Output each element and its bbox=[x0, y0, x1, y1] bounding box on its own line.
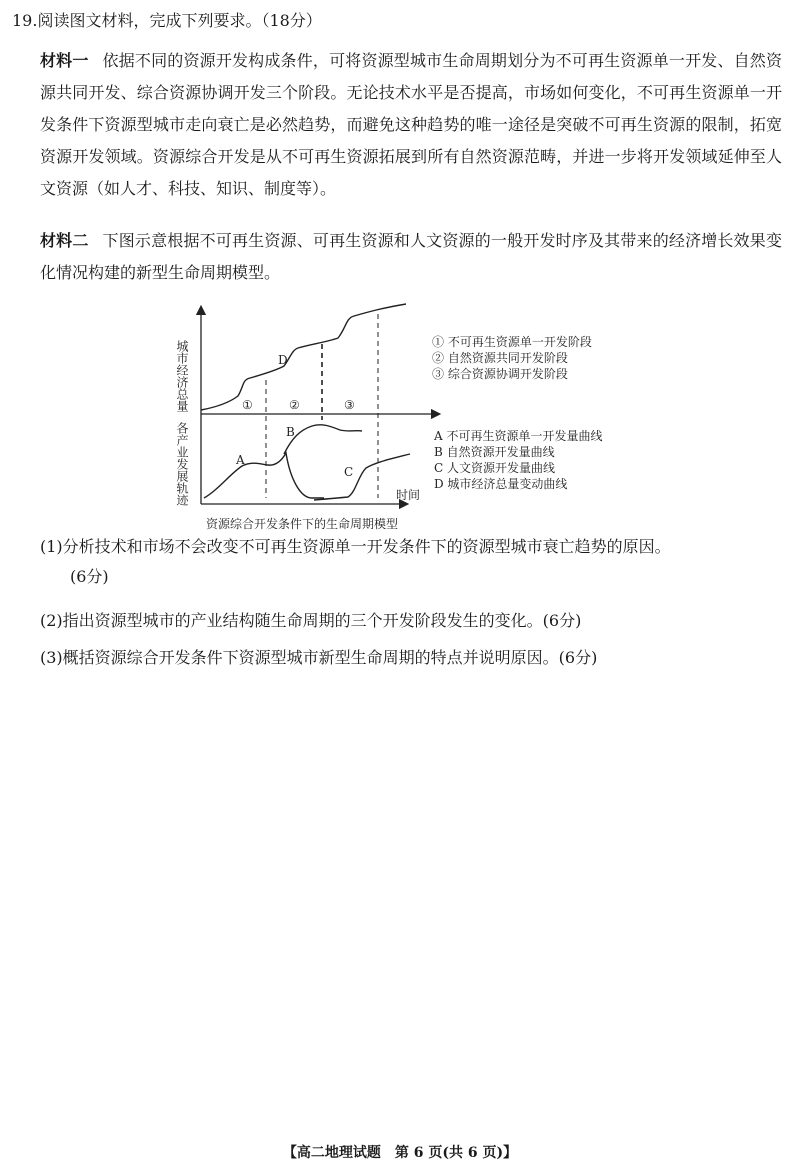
legend-curve-b: B 自然资源开发量曲线 bbox=[434, 445, 555, 459]
question-2: (2)指出资源型城市的产业结构随生命周期的三个开发阶段发生的变化。(6分) bbox=[40, 611, 582, 630]
legend-curve-a: A 不可再生资源单一开发量曲线 bbox=[434, 429, 603, 443]
figure-caption: 资源综合开发条件下的生命周期模型 bbox=[206, 517, 399, 531]
material-two bbox=[40, 225, 782, 289]
question-1 bbox=[40, 532, 792, 592]
question-1-text: (1)分析技术和市场不会改变不可再生资源单一开发条件下的资源型城市衰亡趋势的原因。 bbox=[40, 537, 671, 556]
stage-label-2: ② bbox=[289, 398, 300, 412]
x-axis-label: 时间 bbox=[396, 488, 421, 502]
curve-a bbox=[204, 453, 324, 498]
curve-label-d: D bbox=[278, 353, 288, 367]
y-axis-label-bottom bbox=[175, 422, 189, 506]
material-two-label: 材料二 bbox=[40, 231, 89, 250]
curve-label-c: C bbox=[344, 465, 354, 479]
material-one-label: 材料一 bbox=[40, 51, 89, 70]
question-3: (3)概括资源综合开发条件下资源型城市新型生命周期的特点并说明原因。(6分) bbox=[40, 648, 598, 667]
curve-label-b: B bbox=[286, 425, 295, 439]
page-footer: 【高二地理试题 第 6 页(共 6 页)】 bbox=[282, 1145, 518, 1161]
legend-curve-c: C 人文资源开发量曲线 bbox=[434, 461, 555, 475]
question-1-score: (6分) bbox=[70, 567, 109, 586]
legend-stage-2: ② 自然资源共同开发阶段 bbox=[432, 351, 568, 365]
legend-stage-1: ① 不可再生资源单一开发阶段 bbox=[432, 335, 592, 349]
legend-curve-d: D 城市经济总量变动曲线 bbox=[434, 477, 568, 491]
question-title: 19.阅读图文材料，完成下列要求。（18分） bbox=[12, 11, 322, 30]
material-two-text: 下图示意根据不可再生资源、可再生资源和人文资源的一般开发时序及其带来的经济增长效果变化情况构建的新型生命周期模型。 bbox=[40, 231, 782, 282]
material-one bbox=[40, 45, 782, 205]
y-axis-label-top bbox=[175, 340, 189, 412]
legend-stage-3: ③ 综合资源协调开发阶段 bbox=[432, 367, 568, 381]
curve-label-a: A bbox=[236, 453, 245, 467]
stage-label-1: ① bbox=[242, 398, 253, 412]
life-cycle-figure bbox=[172, 298, 642, 534]
svg-text:城市经济总量: 城市经济总量 bbox=[175, 340, 189, 412]
curve-d bbox=[201, 304, 406, 410]
stage-label-3: ③ bbox=[344, 398, 355, 412]
curve-b bbox=[284, 425, 362, 454]
material-one-text: 依据不同的资源开发构成条件，可将资源型城市生命周期划分为不可再生资源单一开发、自然资源共同开发、综合资源协调开发三个阶段。无论技术水平是否提高，市场如何变化，不可再生资源单一开发条件下资源型城市走向衰亡是必然趋势，而避免这种趋势的唯一途径是突破不可再生资源的限制，拓宽资源开发领域。资源综合开发是从不可再生资源拓展到所有自然资源范畴，并进一步将开发领域延伸至人文资源（如人才、科技、知识、制度等）。 bbox=[40, 51, 782, 198]
svg-text:各产业发展轨迹: 各产业发展轨迹 bbox=[175, 422, 189, 506]
